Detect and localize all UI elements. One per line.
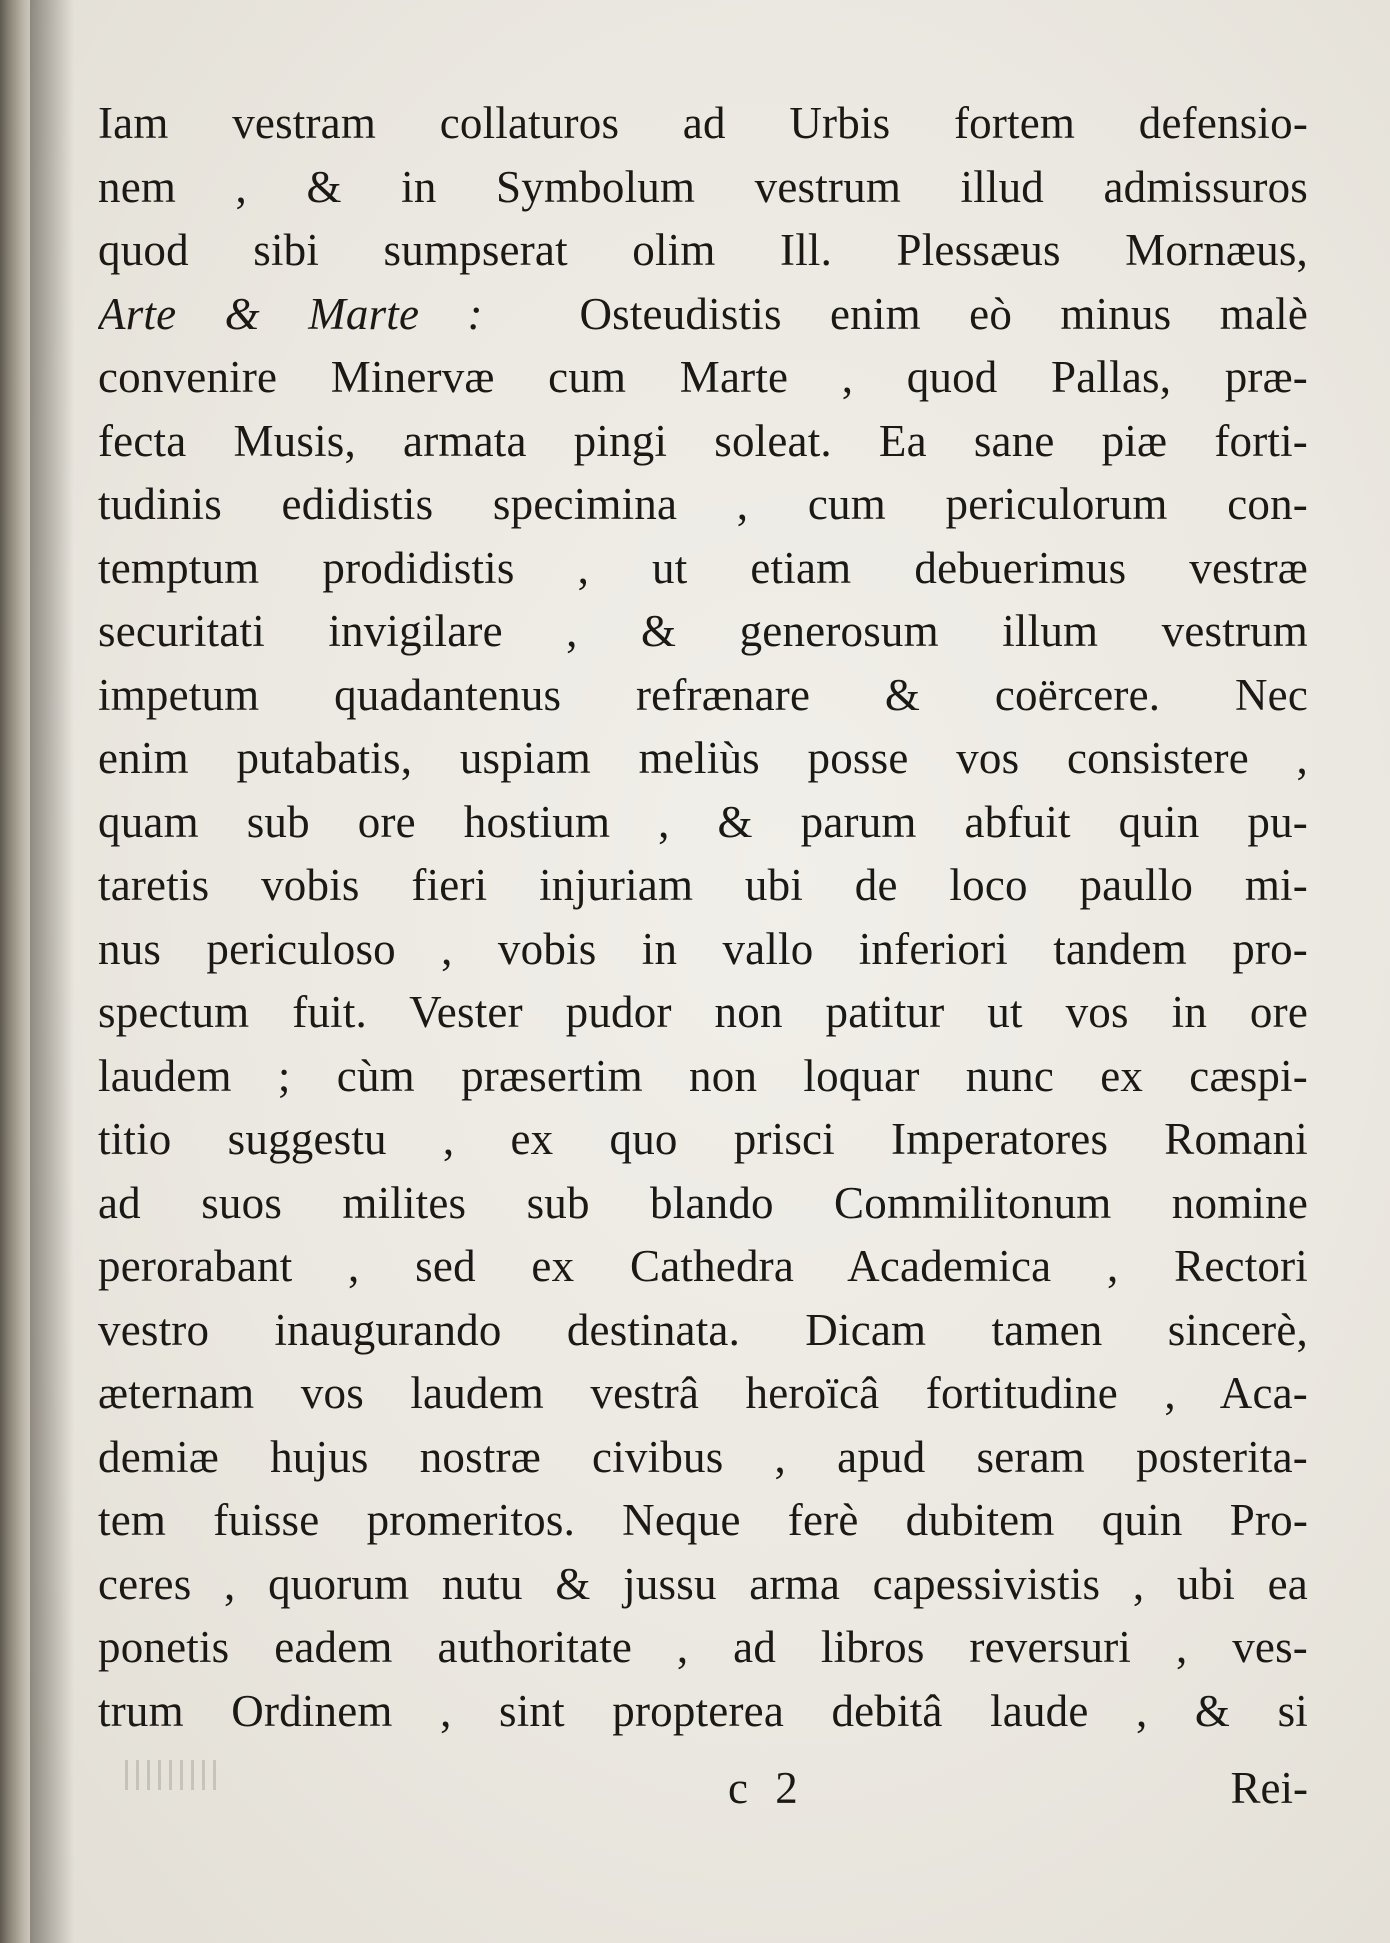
text-line: Iam vestram collaturos ad Urbis fortem defensio- bbox=[98, 98, 1308, 148]
text-line: convenire Minervæ cum Marte , quod Pallas, præ- bbox=[98, 352, 1308, 402]
text-line: taretis vobis fieri injuriam ubi de loco paullo mi- bbox=[98, 860, 1308, 910]
text-line: fecta Musis, armata pingi soleat. Ea sane piæ forti- bbox=[98, 415, 1308, 466]
text-line: ad suos milites sub blando Commilitonum nomine bbox=[98, 1177, 1308, 1228]
binding-shadow bbox=[30, 0, 74, 1943]
text-line: securitati invigilare , & generosum illum vestrum bbox=[98, 606, 1308, 656]
text-line: laudem ; cùm præsertim non loquar nunc ex cæspi- bbox=[98, 1050, 1308, 1101]
text-line: ceres , quorum nutu & jussu arma capessivistis , ubi ea bbox=[98, 1558, 1308, 1609]
body-text bbox=[98, 92, 1308, 1743]
text-line: ponetis eadem authoritate , ad libros reversuri , ves- bbox=[98, 1622, 1308, 1672]
text-line: quod sibi sumpserat olim Ill. Plessæus Mornæus, bbox=[98, 225, 1308, 275]
text-line: spectum fuit. Vester pudor non patitur ut vos in ore bbox=[98, 987, 1308, 1037]
book-page bbox=[30, 0, 1390, 1943]
text-line: nus periculoso , vobis in vallo inferiori tandem pro- bbox=[98, 923, 1308, 974]
text-line: quam sub ore hostium , & parum abfuit quin pu- bbox=[98, 796, 1308, 847]
text-line: tem fuisse promeritos. Neque ferè dubitem quin Pro- bbox=[98, 1495, 1308, 1545]
text-line: demiæ hujus nostræ civibus , apud seram posterita- bbox=[98, 1431, 1308, 1482]
signature-mark: c 2 bbox=[728, 1763, 806, 1813]
text-line: perorabant , sed ex Cathedra Academica , Rectori bbox=[98, 1241, 1308, 1291]
page-footer bbox=[98, 1762, 1308, 1822]
text-line: vestro inaugurando destinata. Dicam tamen sincerè, bbox=[98, 1304, 1308, 1355]
text-line-with-motto bbox=[98, 283, 1308, 347]
text-line-rest: Osteudistis enim eò minus malè bbox=[579, 288, 1308, 339]
text-line: æternam vos laudem vestrâ heroïcâ fortitudine , Aca- bbox=[98, 1368, 1308, 1418]
text-line: nem , & in Symbolum vestrum illud admissuros bbox=[98, 161, 1308, 212]
italic-motto: Arte & Marte : bbox=[98, 288, 483, 339]
text-line: impetum quadantenus refrænare & coërcere. Nec bbox=[98, 669, 1308, 720]
text-line: enim putabatis, uspiam meliùs posse vos consistere , bbox=[98, 733, 1308, 783]
text-line: temptum prodidistis , ut etiam debuerimus vestræ bbox=[98, 542, 1308, 593]
text-line: titio suggestu , ex quo prisci Imperatores Romani bbox=[98, 1114, 1308, 1164]
text-line: tudinis edidistis specimina , cum periculorum con- bbox=[98, 479, 1308, 529]
text-line: trum Ordinem , sint propterea debitâ laude , & si bbox=[98, 1685, 1308, 1736]
catchword: Rei- bbox=[1230, 1763, 1308, 1813]
